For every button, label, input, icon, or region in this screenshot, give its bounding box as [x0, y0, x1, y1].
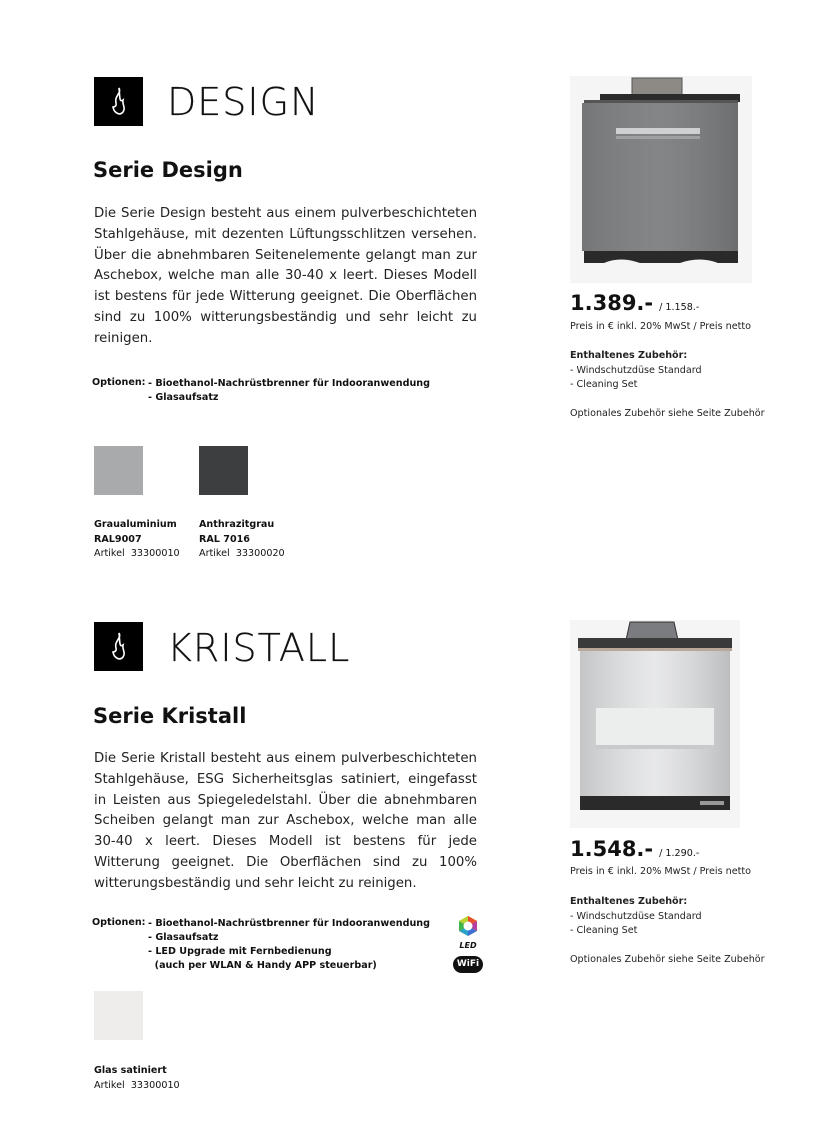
led-color-icon — [457, 915, 479, 937]
flame-logo — [94, 622, 143, 671]
led-badge — [455, 915, 481, 950]
options-list — [148, 917, 430, 973]
color-swatch-glas-satiniert — [94, 991, 143, 1040]
option-item: - Glasaufsatz — [148, 392, 219, 403]
price-note: Preis in € inkl. 20% MwSt / Preis netto — [570, 321, 752, 332]
swatch-caption — [94, 1064, 180, 1093]
swatch-caption — [199, 518, 285, 562]
series-title: Serie Design — [93, 158, 243, 182]
flame-icon — [108, 87, 130, 117]
options-label: Optionen: — [92, 377, 146, 388]
swatch-article: Artikel 33300020 — [199, 548, 285, 559]
included-item: - Cleaning Set — [570, 925, 638, 936]
product-image-design — [570, 76, 752, 283]
price-note: Preis in € inkl. 20% MwSt / Preis netto — [570, 866, 752, 877]
product-image-kristall — [570, 620, 740, 828]
brand-heading: KRISTALL — [167, 626, 351, 670]
options-list — [148, 377, 430, 405]
included-item: - Windschutzdüse Standard — [570, 364, 702, 376]
price-net: / 1.290.- — [659, 848, 700, 859]
swatch-ral: RAL 7016 — [199, 533, 250, 545]
swatch-article: Artikel 33300010 — [94, 548, 180, 559]
included-item: - Windschutzdüse Standard — [570, 910, 702, 922]
option-item: - LED Upgrade mit Fernbedienung — [148, 946, 332, 957]
option-item: - Bioethanol-Nachrüstbrenner für Indooranwendung — [148, 918, 430, 929]
swatch-name: Glas satiniert — [94, 1065, 167, 1076]
led-label: LED — [459, 941, 477, 950]
included-accessories — [570, 895, 702, 939]
option-item: - Bioethanol-Nachrüstbrenner für Indooranwendung — [148, 378, 430, 389]
series-description: Die Serie Design besteht aus einem pulverbeschichteten Stahlgehäuse, mit dezenten Lüftungsschlitzen versehen. Über die abnehmbaren Seitenelemente gelangt man zur Aschebox, welche man alle 30-40 x leert. Dieses Modell ist bestens für jede Witterung geeignet. Die Oberflächen sind zu 100% witterungsbeständig und sehr leicht zu reinigen. — [94, 206, 477, 346]
flame-logo — [94, 77, 143, 126]
option-item: - Glasaufsatz — [148, 932, 219, 943]
included-title: Enthaltenes Zubehör: — [570, 896, 688, 907]
price-net: / 1.158.- — [659, 302, 700, 313]
optional-note: Optionales Zubehör siehe Seite Zubehör — [570, 954, 765, 965]
included-title: Enthaltenes Zubehör: — [570, 350, 688, 361]
option-item: (auch per WLAN & Handy APP steuerbar) — [148, 960, 377, 971]
price-gross: 1.389.- — [570, 291, 654, 315]
price — [570, 837, 699, 861]
flame-icon — [108, 632, 130, 662]
options-label: Optionen: — [92, 917, 146, 928]
series-title: Serie Kristall — [93, 704, 247, 728]
color-swatch-anthrazitgrau — [199, 446, 248, 495]
swatch-name: Anthrazitgrau — [199, 519, 275, 530]
color-swatch-graualuminium — [94, 446, 143, 495]
swatch-article: Artikel 33300010 — [94, 1079, 180, 1091]
swatch-caption — [94, 518, 180, 562]
wifi-label: WiFi — [456, 959, 480, 969]
price-gross: 1.548.- — [570, 837, 654, 861]
wifi-icon — [453, 956, 483, 973]
optional-note: Optionales Zubehör siehe Seite Zubehör — [570, 408, 765, 419]
series-description: Die Serie Kristall besteht aus einem pulverbeschichteten Stahlgehäuse, ESG Sicherheitsglas satiniert, eingefasst in Leisten aus Spiegeledelstahl. Über die abnehmbaren Scheiben gelangt man zur Aschebox, welche man alle 30-40 x leert. Dieses Modell ist bestens für jede Witterung geeignet. Die Oberflächen sind zu 100% witterungsbeständig und sehr leicht zu reinigen. — [94, 751, 477, 891]
brand-heading: DESIGN — [167, 80, 320, 124]
included-accessories — [570, 349, 702, 393]
swatch-ral: RAL9007 — [94, 533, 142, 545]
swatch-name: Graualuminium — [94, 519, 177, 530]
included-item: - Cleaning Set — [570, 379, 638, 390]
price — [570, 291, 699, 315]
